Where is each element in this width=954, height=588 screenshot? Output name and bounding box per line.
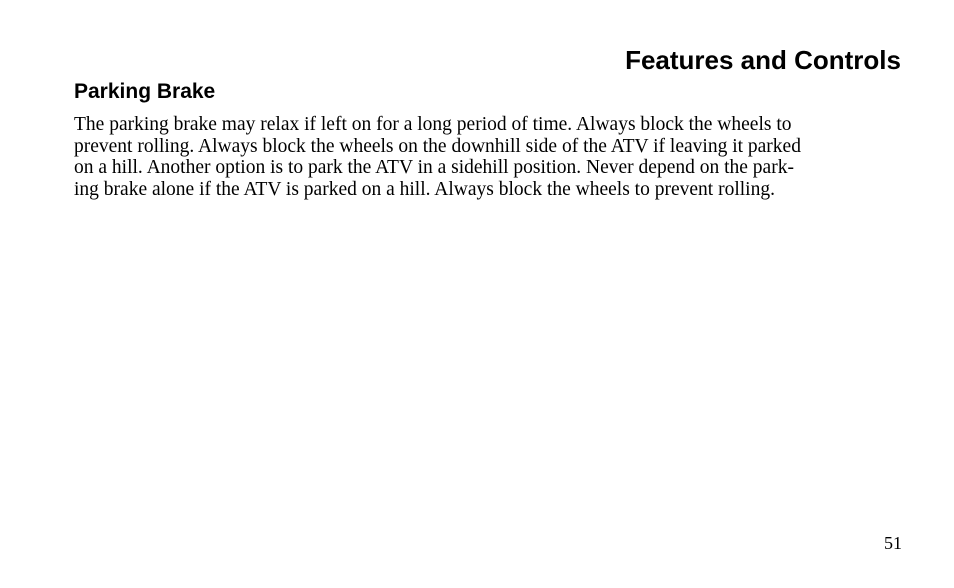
body-paragraph <box>74 114 914 200</box>
page-header-title: Features and Controls <box>625 45 901 75</box>
body-line: prevent rolling. Always block the wheels on the downhill side of the ATV if leaving it parked <box>74 135 801 157</box>
section-heading: Parking Brake <box>74 80 216 103</box>
body-line: on a hill. Another option is to park the ATV in a sidehill position. Never depend on the park- <box>74 157 794 178</box>
body-line: ing brake alone if the ATV is parked on a hill. Always block the wheels to prevent rolling. <box>74 178 775 200</box>
body-line: The parking brake may relax if left on for a long period of time. Always block the wheels to <box>74 114 792 135</box>
page-number: 51 <box>884 533 902 553</box>
